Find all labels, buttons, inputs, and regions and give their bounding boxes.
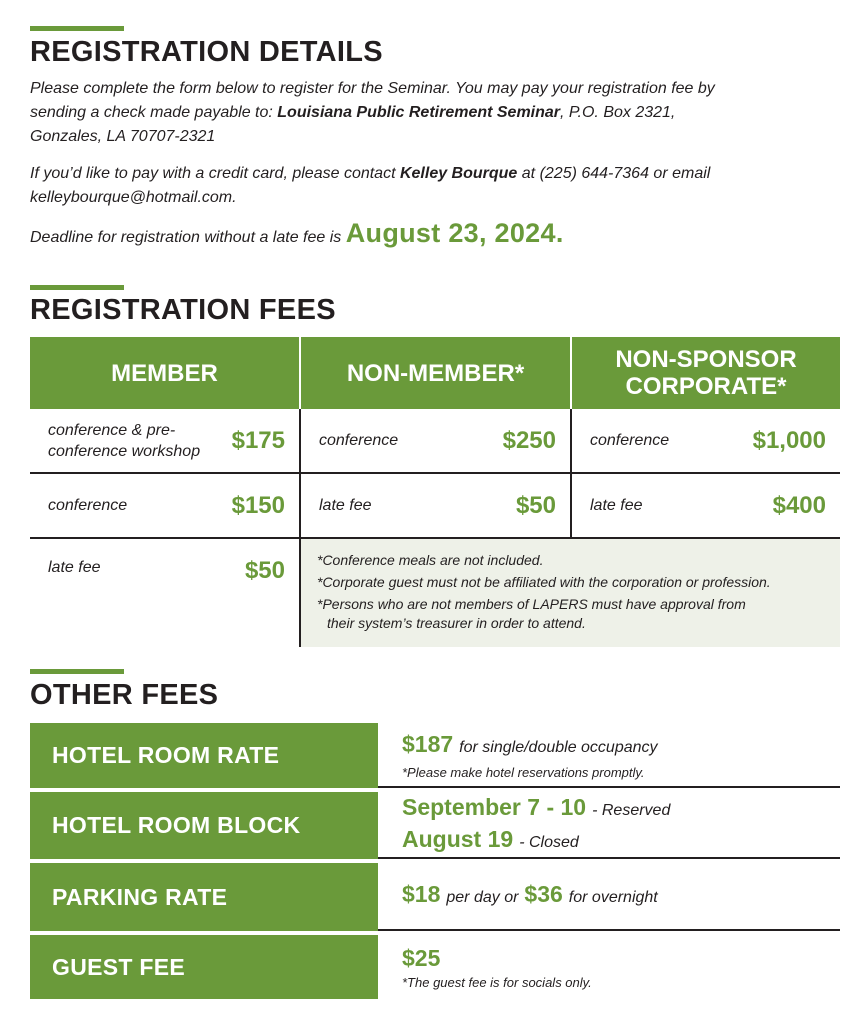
fees-row: [30, 409, 840, 474]
guest-fee-label: GUEST FEE: [30, 935, 378, 999]
parking-rate-label: PARKING RATE: [30, 863, 378, 931]
fee-label: late fee: [48, 559, 101, 576]
fee-label: late fee: [319, 497, 372, 514]
fee-price: $175: [231, 426, 285, 454]
registration-details-title: REGISTRATION DETAILS: [30, 36, 383, 68]
hotel-room-block-row: [30, 792, 840, 859]
parking-rate-row: [30, 863, 840, 931]
deadline-line: [30, 218, 790, 250]
hotel-room-rate-value: [378, 723, 840, 788]
contact-details: at (225) 644-7364 or email kelleybourque@hotmail.com.: [30, 165, 711, 206]
header-member: MEMBER: [30, 337, 299, 409]
fee-note: *Conference meals are not included.: [317, 552, 544, 568]
section-accent-bar: [30, 285, 124, 290]
fee-label: conference & pre-conference workshop: [48, 421, 201, 460]
fee-label: late fee: [590, 497, 643, 514]
block-date-reserved: September 7 - 10: [402, 793, 587, 820]
parking-rate-value: [378, 863, 840, 931]
registration-fees-table: [30, 337, 840, 647]
deadline-date: August 23, 2024.: [345, 218, 564, 248]
section-accent-bar: [30, 669, 124, 674]
guest-fee-price: $25: [402, 945, 441, 971]
parking-overnight-price: $36: [524, 881, 563, 907]
fee-label: conference: [590, 432, 670, 449]
fee-cell: [570, 409, 840, 472]
block-status-closed: - Closed: [519, 833, 579, 851]
guest-fee-row: [30, 935, 840, 999]
guest-fee-value: [378, 935, 840, 999]
fee-label: conference: [48, 497, 128, 514]
fee-cell: [30, 539, 299, 647]
hotel-room-block-value: [378, 792, 840, 859]
hotel-rate-desc: for single/double occupancy: [459, 738, 658, 756]
credit-card-paragraph: [30, 162, 730, 210]
registration-fees-title: REGISTRATION FEES: [30, 294, 336, 326]
parking-day-text: per day or: [446, 889, 519, 906]
hotel-rate-note: *Please make hotel reservations promptly.: [402, 764, 645, 780]
fee-price: $400: [772, 491, 826, 519]
payee-name: Louisiana Public Retirement Seminar: [277, 104, 561, 121]
hotel-rate-price: $187: [402, 730, 454, 757]
hotel-room-rate-row: [30, 723, 840, 788]
parking-overnight-text: for overnight: [568, 889, 658, 906]
fee-price: $150: [231, 491, 285, 519]
block-status-reserved: - Reserved: [592, 801, 671, 819]
fee-cell: [30, 474, 299, 537]
other-fees-title: OTHER FEES: [30, 679, 219, 711]
deadline-text: Deadline for registration without a late fee is: [30, 229, 346, 246]
contact-name: Kelley Bourque: [399, 165, 518, 182]
fees-notes: [299, 539, 840, 647]
fee-cell: [299, 409, 570, 472]
fee-price: $50: [244, 557, 285, 584]
header-non-member: NON-MEMBER*: [299, 337, 570, 409]
credit-card-info: [30, 162, 730, 210]
block-date-closed: August 19: [402, 825, 514, 852]
section-accent-bar: [30, 26, 124, 31]
parking-day-price: $18: [402, 881, 441, 907]
fee-cell: [570, 474, 840, 537]
fee-note: their system’s treasurer in order to attend.: [327, 615, 586, 631]
contact-text: If you’d like to pay with a credit card, please contact: [30, 165, 400, 182]
fee-label: conference: [319, 432, 399, 449]
fee-cell: [299, 474, 570, 537]
registration-intro: [30, 77, 750, 149]
fees-header-row: [30, 337, 840, 409]
hotel-room-rate-label: HOTEL ROOM RATE: [30, 723, 378, 788]
fee-note: *Corporate guest must not be affiliated with the corporation or profession.: [317, 574, 771, 590]
guest-fee-note: *The guest fee is for socials only.: [402, 975, 592, 990]
hotel-room-block-label: HOTEL ROOM BLOCK: [30, 792, 378, 859]
fee-price: $1,000: [752, 426, 826, 454]
payee-address: , P.O. Box 2321, Gonzales, LA 70707-2321: [30, 104, 676, 145]
fee-cell: [30, 409, 299, 472]
other-fees-table: [30, 723, 840, 999]
fee-price: $50: [515, 491, 556, 519]
header-non-sponsor-corporate: NON-SPONSOR CORPORATE*: [570, 337, 840, 409]
payment-text: Please complete the form below to register for the Seminar. You may pay your registration fee by sending a check made payable to:: [30, 80, 715, 121]
fee-note: *Persons who are not members of LAPERS must have approval from: [317, 596, 746, 612]
fees-row: [30, 474, 840, 539]
fees-row: [30, 539, 840, 647]
fee-price: $250: [502, 426, 556, 454]
payment-paragraph: [30, 77, 750, 149]
